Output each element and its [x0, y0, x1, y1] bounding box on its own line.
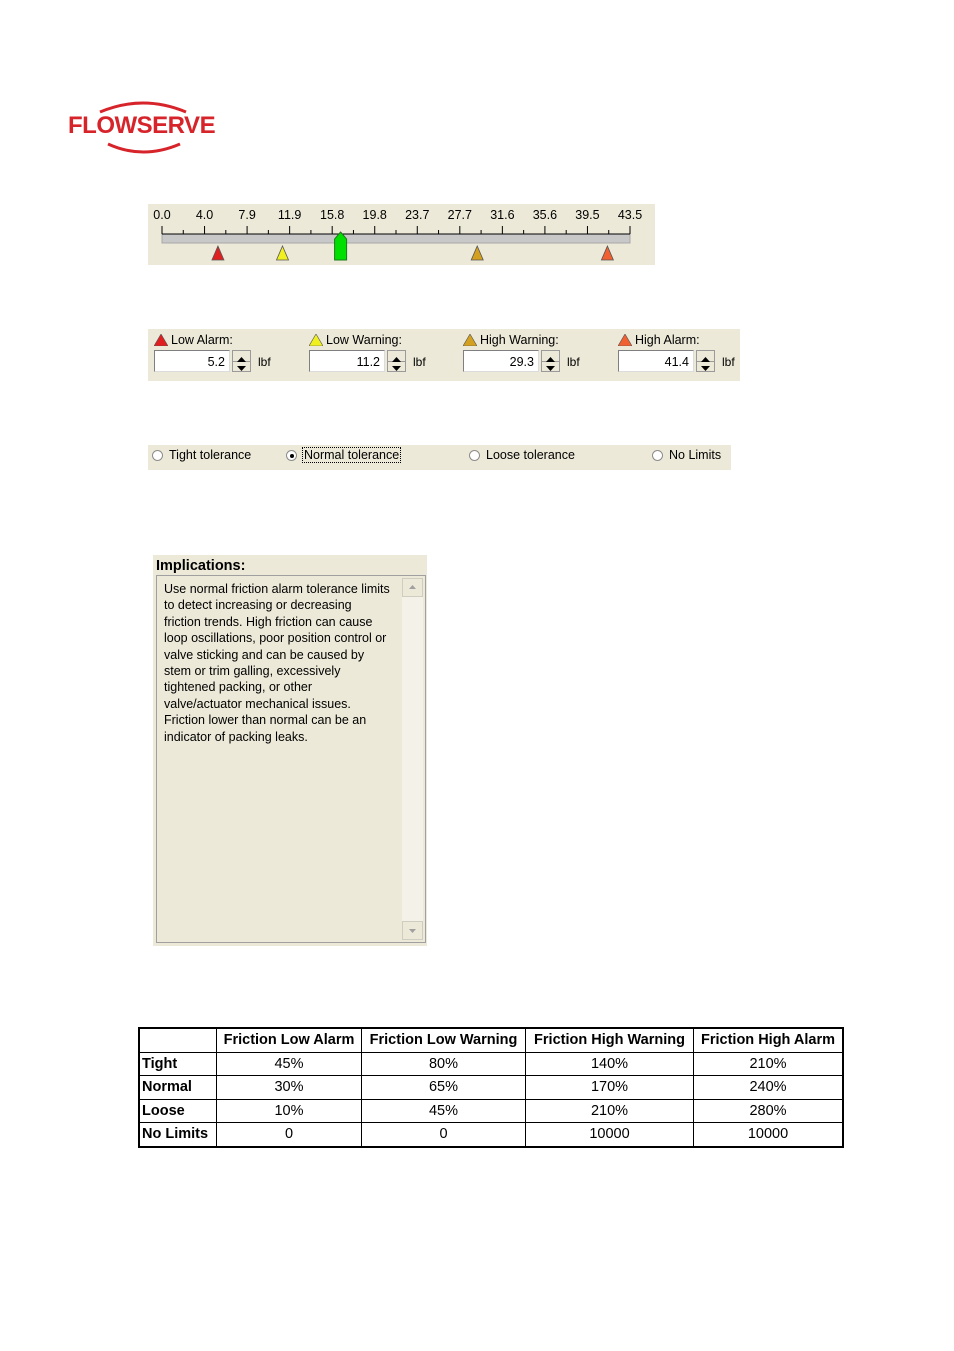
table-cell: 30%	[217, 1076, 362, 1100]
spin-down-icon[interactable]	[542, 361, 559, 371]
implications-textbox[interactable]	[156, 575, 426, 943]
radio-label[interactable]: Tight tolerance	[169, 448, 252, 462]
radio-normal-tolerance[interactable]	[286, 448, 400, 462]
table-row	[139, 1076, 843, 1100]
tolerance-table	[138, 1027, 844, 1148]
table-cell: 240%	[694, 1076, 844, 1100]
table-cell: 0	[217, 1123, 362, 1147]
table-header: Friction Low Warning	[362, 1028, 526, 1052]
flowserve-logo	[68, 98, 218, 156]
scale-tick-label: 0.0	[153, 208, 171, 222]
table-cell: 140%	[526, 1052, 694, 1076]
spin-down-icon[interactable]	[388, 361, 405, 371]
current-value-pointer-icon[interactable]	[335, 232, 347, 260]
threshold-fields	[148, 329, 740, 381]
scale-track	[162, 234, 630, 243]
table-cell: 10%	[217, 1099, 362, 1123]
table-cell: 80%	[362, 1052, 526, 1076]
scale-tick-label: 39.5	[575, 208, 600, 222]
scale-tick-label: 11.9	[277, 208, 302, 222]
table-cell: 170%	[526, 1076, 694, 1100]
friction-scale	[148, 204, 655, 265]
table-cell: 280%	[694, 1099, 844, 1123]
table-row	[139, 1052, 843, 1076]
low-warning-spinner[interactable]	[387, 350, 406, 372]
scale-tick-label: 31.6	[490, 208, 515, 222]
spin-down-icon[interactable]	[697, 361, 714, 371]
radio-label[interactable]: Loose tolerance	[486, 448, 575, 462]
radio-label[interactable]: No Limits	[669, 448, 722, 462]
implications-panel	[153, 555, 427, 946]
table-cell: 65%	[362, 1076, 526, 1100]
low-warning-label: Low Warning:	[326, 333, 402, 347]
logo-text: FLOWSERVE	[68, 112, 216, 139]
scale-tick-label: 27.7	[447, 208, 472, 222]
table-row	[139, 1099, 843, 1123]
table-header: Friction Low Alarm	[217, 1028, 362, 1052]
low-alarm-marker-icon	[212, 246, 224, 260]
table-cell: 10000	[526, 1123, 694, 1147]
radio-loose-tolerance[interactable]	[469, 448, 575, 462]
high-alarm-spinner[interactable]	[696, 350, 715, 372]
scale-tick-label: 15.8	[320, 208, 345, 222]
table-row-label: No Limits	[139, 1123, 217, 1147]
table-cell: 210%	[526, 1099, 694, 1123]
low-alarm-field	[148, 329, 298, 381]
high-warning-icon	[463, 334, 477, 346]
radio-selected-dot-icon	[290, 454, 294, 458]
tolerance-options	[148, 445, 731, 470]
scroll-up-icon[interactable]	[402, 578, 423, 597]
table-row-label: Loose	[139, 1099, 217, 1123]
radio-circle-icon[interactable]	[152, 450, 163, 461]
table-cell: 45%	[217, 1052, 362, 1076]
implications-scrollbar[interactable]	[402, 578, 423, 940]
radio-circle-icon[interactable]	[469, 450, 480, 461]
radio-circle-icon[interactable]	[286, 450, 297, 461]
high-alarm-marker-icon	[601, 246, 613, 260]
high-alarm-input[interactable]	[618, 350, 694, 372]
table-row-label: Normal	[139, 1076, 217, 1100]
table-cell: 45%	[362, 1099, 526, 1123]
table-header: Friction High Warning	[526, 1028, 694, 1052]
scale-tick-label: 7.9	[238, 208, 256, 222]
low-alarm-input[interactable]	[154, 350, 230, 372]
radio-tight-tolerance[interactable]	[152, 448, 251, 462]
scale-tick-label: 35.6	[532, 208, 558, 222]
radio-circle-icon[interactable]	[652, 450, 663, 461]
high-alarm-label: High Alarm:	[635, 333, 700, 347]
scroll-down-icon[interactable]	[402, 921, 423, 940]
table-row-label: Tight	[139, 1052, 217, 1076]
table-header	[139, 1028, 217, 1052]
high-warning-spinner[interactable]	[541, 350, 560, 372]
high-warning-field	[457, 329, 607, 381]
table-row	[139, 1123, 843, 1147]
high-warning-unit: lbf	[567, 355, 580, 369]
table-cell: 10000	[694, 1123, 844, 1147]
table-header: Friction High Alarm	[694, 1028, 844, 1052]
low-warning-field	[303, 329, 453, 381]
low-alarm-unit: lbf	[258, 355, 271, 369]
table-cell: 210%	[694, 1052, 844, 1076]
radio-label[interactable]: Normal tolerance	[304, 448, 400, 462]
high-warning-input[interactable]	[463, 350, 539, 372]
scale-tick-label: 23.7	[405, 208, 430, 222]
scale-graphic	[148, 204, 655, 265]
high-alarm-unit: lbf	[722, 355, 735, 369]
radio-no-limits[interactable]	[652, 448, 721, 462]
table-cell: 0	[362, 1123, 526, 1147]
low-warning-marker-icon	[276, 246, 288, 260]
implications-title: Implications:	[156, 558, 246, 574]
low-alarm-spinner[interactable]	[232, 350, 251, 372]
scale-tick-label: 43.5	[617, 208, 643, 222]
low-alarm-icon	[154, 334, 168, 346]
high-warning-label: High Warning:	[480, 333, 559, 347]
high-alarm-field	[612, 329, 762, 381]
low-warning-icon	[309, 334, 323, 346]
low-alarm-label: Low Alarm:	[171, 333, 233, 347]
table-header-row	[139, 1028, 843, 1052]
high-warning-marker-icon	[471, 246, 483, 260]
implications-text: Use normal friction alarm tolerance limits to detect increasing or decreasing friction trends. High friction can cause loop oscillations, poor position control or valve sticking and can be caused by stem or trim galling, excessively tightened packing, or other valve/actuator mechanical issues. Friction lower than normal can be an indicator of packing leaks.	[164, 582, 390, 744]
scale-tick-label: 4.0	[195, 208, 214, 222]
high-alarm-icon	[618, 334, 632, 346]
spin-down-icon[interactable]	[233, 361, 250, 371]
low-warning-input[interactable]	[309, 350, 385, 372]
low-warning-unit: lbf	[413, 355, 426, 369]
scale-tick-label: 19.8	[362, 208, 387, 222]
